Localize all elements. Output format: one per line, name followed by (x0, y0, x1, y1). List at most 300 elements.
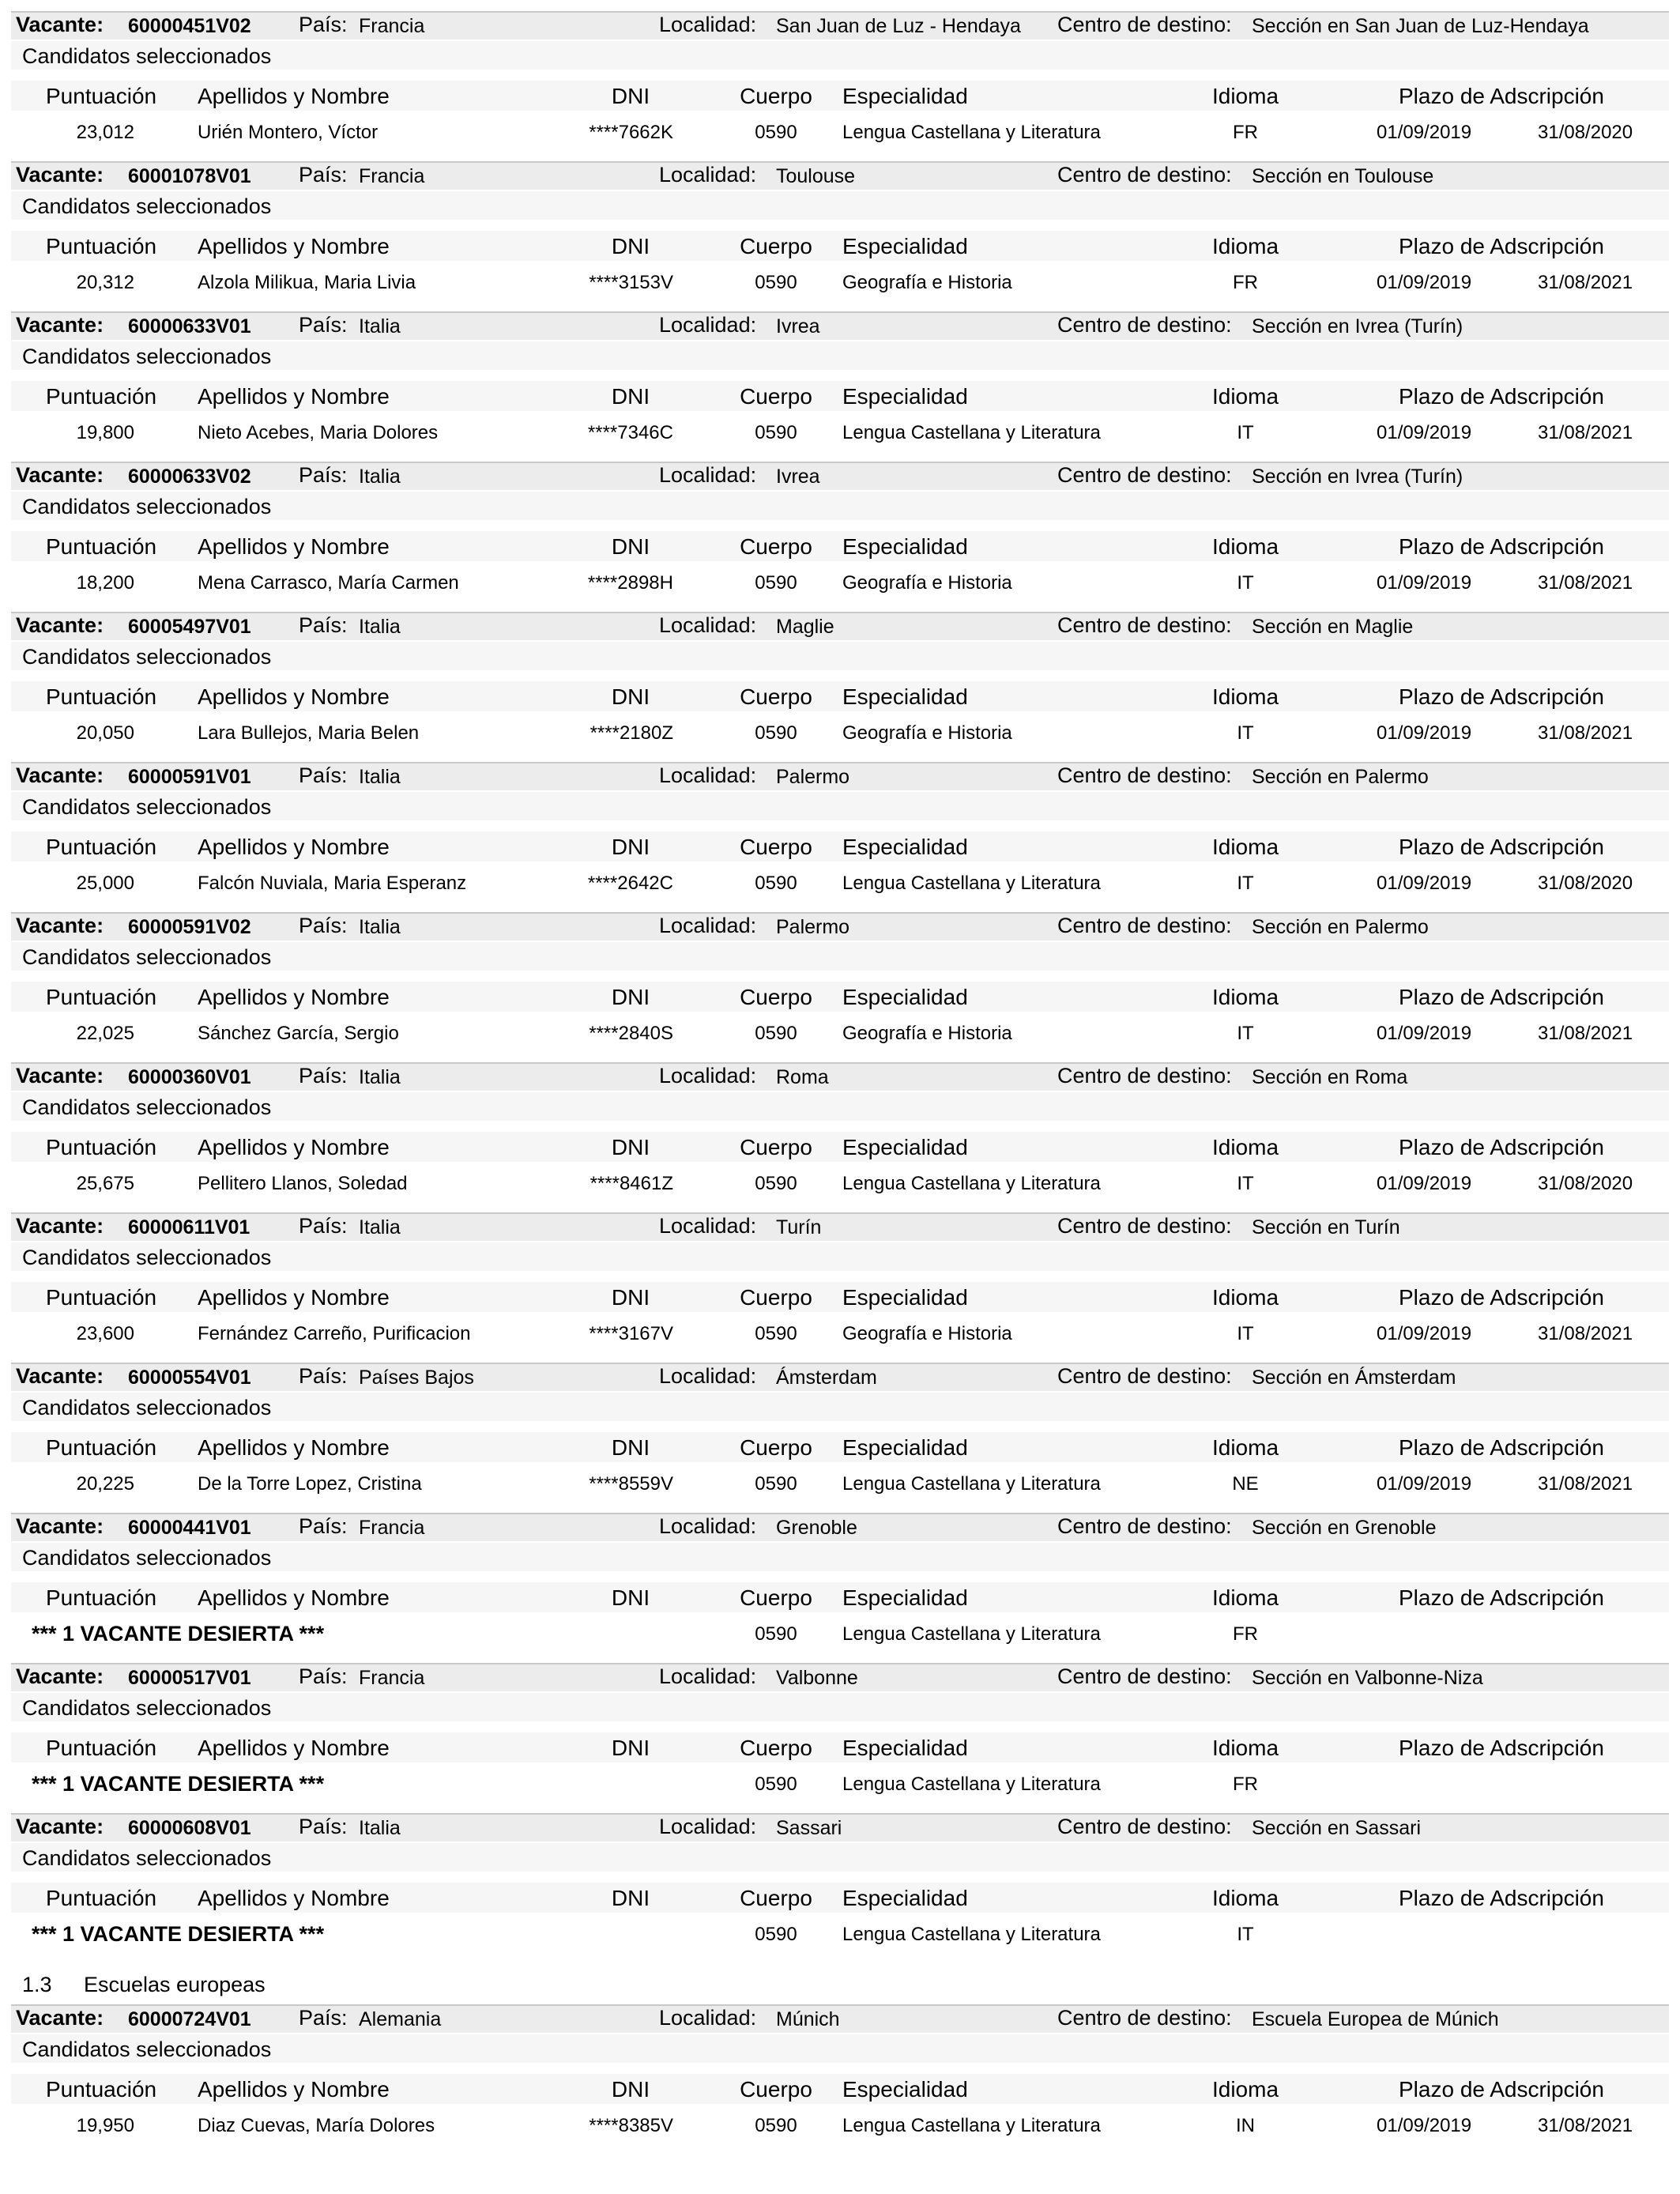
fecha-hasta: 31/08/2020 (1538, 122, 1633, 143)
pais-label: País: (299, 914, 348, 937)
col-dni: DNI (611, 1435, 650, 1460)
centro-value: Sección en Turín (1252, 1216, 1400, 1238)
vacancy-block (0, 762, 1680, 912)
vacante-label: Vacante: (16, 613, 104, 637)
localidad-value: Sassari (776, 1817, 842, 1839)
fecha-hasta: 31/08/2021 (1538, 572, 1633, 594)
idioma-value: IT (1237, 1323, 1254, 1344)
cuerpo-value: 0590 (755, 1173, 797, 1194)
col-apellidos: Apellidos y Nombre (198, 84, 390, 108)
col-dni: DNI (611, 234, 650, 258)
vacante-label: Vacante: (16, 1514, 104, 1538)
vacante-code: 60000554V01 (128, 1367, 251, 1389)
col-dni: DNI (611, 1585, 650, 1610)
especialidad-value: Lengua Castellana y Literatura (842, 122, 1101, 143)
dni-value: ****2840S (589, 1023, 673, 1044)
candidatos-label: Candidatos seleccionados (22, 645, 272, 669)
localidad-label: Localidad: (659, 1664, 757, 1688)
puntuacion-value: 18,200 (76, 572, 134, 594)
pais-label: País: (299, 313, 348, 337)
fecha-desde: 01/09/2019 (1377, 722, 1472, 744)
col-especialidad: Especialidad (842, 534, 968, 559)
localidad-label: Localidad: (659, 2006, 757, 2030)
localidad-value: Palermo (776, 766, 850, 788)
col-especialidad: Especialidad (842, 84, 968, 108)
vacante-code: 60000517V01 (128, 1667, 251, 1689)
col-puntuacion: Puntuación (46, 2077, 157, 2102)
pais-label: País: (299, 1514, 348, 1538)
cuerpo-value: 0590 (755, 1323, 797, 1344)
pais-value: Italia (359, 916, 401, 938)
idioma-value: FR (1233, 1774, 1258, 1795)
vacancy-block (0, 1663, 1680, 1813)
col-plazo: Plazo de Adscripción (1399, 1135, 1604, 1159)
col-plazo: Plazo de Adscripción (1399, 684, 1604, 709)
cuerpo-value: 0590 (755, 873, 797, 894)
fecha-hasta: 31/08/2021 (1538, 1473, 1633, 1495)
vacancy-header-band (11, 1064, 1669, 1091)
vacancy-block (0, 2004, 1680, 2154)
col-puntuacion: Puntuación (46, 1135, 157, 1159)
centro-value: Sección en Sassari (1252, 1817, 1422, 1839)
nombre-value: Mena Carrasco, María Carmen (198, 572, 459, 594)
col-especialidad: Especialidad (842, 1135, 968, 1159)
idioma-value: FR (1233, 122, 1258, 143)
puntuacion-value: 25,675 (76, 1173, 134, 1194)
vacante-label: Vacante: (16, 1364, 104, 1388)
pais-value: Italia (359, 1066, 401, 1088)
col-puntuacion: Puntuación (46, 1285, 157, 1310)
cuerpo-value: 0590 (755, 572, 797, 594)
centro-value: Sección en Ivrea (Turín) (1252, 315, 1463, 337)
candidatos-label: Candidatos seleccionados (22, 1846, 272, 1870)
centro-label: Centro de destino: (1057, 1815, 1232, 1838)
centro-label: Centro de destino: (1057, 313, 1232, 337)
centro-label: Centro de destino: (1057, 1064, 1232, 1088)
centro-value: Sección en Palermo (1252, 766, 1429, 788)
col-especialidad: Especialidad (842, 234, 968, 258)
nombre-value: Urién Montero, Víctor (198, 122, 379, 143)
centro-value: Sección en Ivrea (Turín) (1252, 466, 1463, 488)
vacante-code: 60000724V01 (128, 2008, 251, 2030)
col-plazo: Plazo de Adscripción (1399, 84, 1604, 108)
pais-label: País: (299, 1364, 348, 1388)
fecha-desde: 01/09/2019 (1377, 122, 1472, 143)
col-idioma: Idioma (1211, 384, 1279, 409)
col-especialidad: Especialidad (842, 1585, 968, 1610)
fecha-desde: 01/09/2019 (1377, 1023, 1472, 1044)
vacante-label: Vacante: (16, 463, 104, 487)
cuerpo-value: 0590 (755, 1473, 797, 1495)
idioma-value: FR (1233, 272, 1258, 293)
localidad-label: Localidad: (659, 1514, 757, 1538)
col-puntuacion: Puntuación (46, 1736, 157, 1760)
col-puntuacion: Puntuación (46, 1585, 157, 1610)
col-dni: DNI (611, 2077, 650, 2102)
pais-label: País: (299, 1214, 348, 1238)
pais-label: País: (299, 1664, 348, 1688)
nombre-value: Sánchez García, Sergio (198, 1023, 399, 1044)
col-dni: DNI (611, 84, 650, 108)
pais-label: País: (299, 463, 348, 487)
centro-value: Sección en Ámsterdam (1252, 1367, 1456, 1389)
col-dni: DNI (611, 1285, 650, 1310)
especialidad-value: Geografía e Historia (842, 722, 1012, 744)
pais-value: Francia (359, 165, 425, 187)
vacancy-block (0, 11, 1680, 161)
centro-label: Centro de destino: (1057, 914, 1232, 937)
localidad-value: Múnich (776, 2008, 840, 2030)
localidad-value: Grenoble (776, 1517, 857, 1539)
vacante-label: Vacante: (16, 1664, 104, 1688)
centro-value: Sección en San Juan de Luz-Hendaya (1252, 15, 1589, 37)
candidatos-label: Candidatos seleccionados (22, 194, 272, 218)
col-plazo: Plazo de Adscripción (1399, 1435, 1604, 1460)
vacancy-block (0, 1513, 1680, 1663)
centro-label: Centro de destino: (1057, 1514, 1232, 1538)
localidad-label: Localidad: (659, 463, 757, 487)
especialidad-value: Geografía e Historia (842, 1323, 1012, 1344)
col-dni: DNI (611, 684, 650, 709)
col-cuerpo: Cuerpo (740, 1585, 812, 1610)
localidad-label: Localidad: (659, 13, 757, 36)
fecha-hasta: 31/08/2020 (1538, 873, 1633, 894)
col-plazo: Plazo de Adscripción (1399, 384, 1604, 409)
cuerpo-value: 0590 (755, 1924, 797, 1945)
col-apellidos: Apellidos y Nombre (198, 1886, 390, 1910)
nombre-value: Diaz Cuevas, María Dolores (198, 2115, 435, 2136)
dni-value: ****8559V (589, 1473, 673, 1495)
localidad-value: Turín (776, 1216, 822, 1238)
col-idioma: Idioma (1211, 1886, 1279, 1910)
fecha-desde: 01/09/2019 (1377, 1323, 1472, 1344)
especialidad-value: Geografía e Historia (842, 572, 1012, 594)
dni-value: ****7662K (589, 122, 673, 143)
centro-label: Centro de destino: (1057, 1214, 1232, 1238)
puntuacion-value: 19,950 (76, 2115, 134, 2136)
section-heading (0, 1963, 1680, 2004)
localidad-value: Roma (776, 1066, 829, 1088)
vacante-label: Vacante: (16, 914, 104, 937)
col-dni: DNI (611, 1736, 650, 1760)
col-plazo: Plazo de Adscripción (1399, 1886, 1604, 1910)
vacante-code: 60000591V01 (128, 766, 251, 788)
vacante-label: Vacante: (16, 1815, 104, 1838)
puntuacion-value: 22,025 (76, 1023, 134, 1044)
dni-value: ****3167V (589, 1323, 673, 1344)
localidad-label: Localidad: (659, 1364, 757, 1388)
candidatos-label: Candidatos seleccionados (22, 1095, 272, 1119)
localidad-value: Maglie (776, 616, 834, 638)
pais-value: Francia (359, 15, 425, 37)
dni-value: ****2180Z (590, 722, 673, 744)
col-dni: DNI (611, 384, 650, 409)
puntuacion-value: 23,600 (76, 1323, 134, 1344)
col-especialidad: Especialidad (842, 684, 968, 709)
candidatos-label: Candidatos seleccionados (22, 1696, 272, 1720)
vacancy-block (0, 1363, 1680, 1513)
puntuacion-value: 20,225 (76, 1473, 134, 1495)
localidad-value: San Juan de Luz - Hendaya (776, 15, 1021, 37)
fecha-hasta: 31/08/2021 (1538, 722, 1633, 744)
fecha-hasta: 31/08/2021 (1538, 2115, 1633, 2136)
col-plazo: Plazo de Adscripción (1399, 234, 1604, 258)
pais-label: País: (299, 1064, 348, 1088)
vacante-code: 60001078V01 (128, 165, 251, 187)
vacancy-block (0, 311, 1680, 462)
centro-value: Sección en Grenoble (1252, 1517, 1437, 1539)
puntuacion-value: 25,000 (76, 873, 134, 894)
puntuacion-value: 19,800 (76, 422, 134, 443)
section-number: 1.3 (22, 1973, 52, 1996)
col-apellidos: Apellidos y Nombre (198, 384, 390, 409)
candidatos-label: Candidatos seleccionados (22, 44, 272, 68)
col-puntuacion: Puntuación (46, 684, 157, 709)
col-dni: DNI (611, 1886, 650, 1910)
col-especialidad: Especialidad (842, 1886, 968, 1910)
candidatos-label: Candidatos seleccionados (22, 1396, 272, 1419)
vacante-code: 60000633V02 (128, 466, 251, 488)
cuerpo-value: 0590 (755, 422, 797, 443)
candidatos-label: Candidatos seleccionados (22, 1246, 272, 1269)
col-cuerpo: Cuerpo (740, 1736, 812, 1760)
dni-value: ****8461Z (590, 1173, 673, 1194)
pais-value: Francia (359, 1517, 425, 1539)
nombre-value: Falcón Nuviala, Maria Esperanz (198, 873, 467, 894)
vacancy-block (0, 912, 1680, 1062)
vacancy-block (0, 161, 1680, 311)
col-idioma: Idioma (1211, 1736, 1279, 1760)
col-cuerpo: Cuerpo (740, 835, 812, 859)
col-puntuacion: Puntuación (46, 835, 157, 859)
especialidad-value: Lengua Castellana y Literatura (842, 1924, 1101, 1945)
pais-label: País: (299, 613, 348, 637)
puntuacion-value: 20,050 (76, 722, 134, 744)
centro-label: Centro de destino: (1057, 613, 1232, 637)
centro-label: Centro de destino: (1057, 1664, 1232, 1688)
centro-value: Sección en Palermo (1252, 916, 1429, 938)
vacante-label: Vacante: (16, 763, 104, 787)
col-idioma: Idioma (1211, 985, 1279, 1009)
dni-value: ****2898H (587, 572, 673, 594)
col-cuerpo: Cuerpo (740, 1886, 812, 1910)
pais-label: País: (299, 13, 348, 36)
pais-value: Francia (359, 1667, 425, 1689)
col-puntuacion: Puntuación (46, 1886, 157, 1910)
fecha-hasta: 31/08/2021 (1538, 272, 1633, 293)
fecha-hasta: 31/08/2021 (1538, 1323, 1633, 1344)
col-apellidos: Apellidos y Nombre (198, 684, 390, 709)
localidad-value: Ivrea (776, 466, 820, 488)
col-idioma: Idioma (1211, 84, 1279, 108)
col-cuerpo: Cuerpo (740, 1285, 812, 1310)
col-cuerpo: Cuerpo (740, 2077, 812, 2102)
col-puntuacion: Puntuación (46, 534, 157, 559)
col-apellidos: Apellidos y Nombre (198, 1435, 390, 1460)
vacante-code: 60000591V02 (128, 916, 251, 938)
col-especialidad: Especialidad (842, 384, 968, 409)
cuerpo-value: 0590 (755, 2115, 797, 2136)
col-cuerpo: Cuerpo (740, 1135, 812, 1159)
pais-value: Italia (359, 1216, 401, 1238)
col-apellidos: Apellidos y Nombre (198, 1736, 390, 1760)
desierta-text: *** 1 VACANTE DESIERTA *** (32, 1772, 325, 1796)
idioma-value: IT (1237, 1173, 1254, 1194)
dni-value: ****2642C (587, 873, 673, 894)
vacante-code: 60000360V01 (128, 1066, 251, 1088)
localidad-label: Localidad: (659, 1815, 757, 1838)
col-especialidad: Especialidad (842, 835, 968, 859)
centro-value: Escuela Europea de Múnich (1252, 2008, 1499, 2030)
especialidad-value: Lengua Castellana y Literatura (842, 2115, 1101, 2136)
especialidad-value: Lengua Castellana y Literatura (842, 1473, 1101, 1495)
centro-value: Sección en Toulouse (1252, 165, 1434, 187)
col-cuerpo: Cuerpo (740, 985, 812, 1009)
col-dni: DNI (611, 534, 650, 559)
candidatos-label: Candidatos seleccionados (22, 345, 272, 368)
centro-label: Centro de destino: (1057, 163, 1232, 187)
candidatos-label: Candidatos seleccionados (22, 795, 272, 819)
candidatos-label: Candidatos seleccionados (22, 945, 272, 969)
col-plazo: Plazo de Adscripción (1399, 534, 1604, 559)
col-apellidos: Apellidos y Nombre (198, 985, 390, 1009)
col-cuerpo: Cuerpo (740, 384, 812, 409)
idioma-value: IN (1236, 2115, 1255, 2136)
localidad-value: Toulouse (776, 165, 856, 187)
puntuacion-value: 20,312 (76, 272, 134, 293)
pais-value: Italia (359, 466, 401, 488)
idioma-value: IT (1237, 572, 1254, 594)
especialidad-value: Geografía e Historia (842, 272, 1012, 293)
col-especialidad: Especialidad (842, 1736, 968, 1760)
vacancy-header-band (11, 1214, 1669, 1241)
col-plazo: Plazo de Adscripción (1399, 835, 1604, 859)
especialidad-value: Geografía e Historia (842, 1023, 1012, 1044)
col-especialidad: Especialidad (842, 2077, 968, 2102)
col-apellidos: Apellidos y Nombre (198, 835, 390, 859)
col-idioma: Idioma (1211, 1285, 1279, 1310)
vacante-label: Vacante: (16, 1214, 104, 1238)
localidad-label: Localidad: (659, 914, 757, 937)
nombre-value: De la Torre Lopez, Cristina (198, 1473, 422, 1495)
pais-label: País: (299, 2006, 348, 2030)
vacante-code: 60000441V01 (128, 1517, 251, 1539)
vacante-label: Vacante: (16, 163, 104, 187)
vacancy-block (0, 1813, 1680, 1963)
col-cuerpo: Cuerpo (740, 234, 812, 258)
pais-value: Italia (359, 766, 401, 788)
pais-value: Alemania (359, 2008, 442, 2030)
especialidad-value: Lengua Castellana y Literatura (842, 1173, 1101, 1194)
col-idioma: Idioma (1211, 1585, 1279, 1610)
localidad-label: Localidad: (659, 1214, 757, 1238)
idioma-value: IT (1237, 1924, 1254, 1945)
dni-value: ****3153V (589, 272, 673, 293)
col-apellidos: Apellidos y Nombre (198, 1585, 390, 1610)
idioma-value: IT (1237, 1023, 1254, 1044)
col-puntuacion: Puntuación (46, 84, 157, 108)
col-dni: DNI (611, 835, 650, 859)
centro-value: Sección en Maglie (1252, 616, 1414, 638)
pais-label: País: (299, 1815, 348, 1838)
centro-value: Sección en Valbonne-Niza (1252, 1667, 1483, 1689)
fecha-hasta: 31/08/2020 (1538, 1173, 1633, 1194)
dni-value: ****8385V (589, 2115, 673, 2136)
col-puntuacion: Puntuación (46, 384, 157, 409)
col-apellidos: Apellidos y Nombre (198, 534, 390, 559)
col-dni: DNI (611, 985, 650, 1009)
desierta-text: *** 1 VACANTE DESIERTA *** (32, 1922, 325, 1946)
fecha-desde: 01/09/2019 (1377, 2115, 1472, 2136)
idioma-value: IT (1237, 873, 1254, 894)
idioma-value: NE (1232, 1473, 1259, 1495)
col-puntuacion: Puntuación (46, 1435, 157, 1460)
col-puntuacion: Puntuación (46, 234, 157, 258)
col-plazo: Plazo de Adscripción (1399, 1285, 1604, 1310)
col-idioma: Idioma (1211, 1135, 1279, 1159)
idioma-value: IT (1237, 722, 1254, 744)
pais-label: País: (299, 763, 348, 787)
vacancy-header-band (11, 613, 1669, 640)
localidad-label: Localidad: (659, 313, 757, 337)
centro-label: Centro de destino: (1057, 463, 1232, 487)
vacante-code: 60000608V01 (128, 1817, 251, 1839)
col-especialidad: Especialidad (842, 985, 968, 1009)
localidad-value: Ivrea (776, 315, 820, 337)
idioma-value: IT (1237, 422, 1254, 443)
especialidad-value: Lengua Castellana y Literatura (842, 873, 1101, 894)
localidad-value: Palermo (776, 916, 850, 938)
localidad-label: Localidad: (659, 163, 757, 187)
col-dni: DNI (611, 1135, 650, 1159)
cuerpo-value: 0590 (755, 1023, 797, 1044)
col-puntuacion: Puntuación (46, 985, 157, 1009)
col-idioma: Idioma (1211, 835, 1279, 859)
cuerpo-value: 0590 (755, 272, 797, 293)
col-apellidos: Apellidos y Nombre (198, 1135, 390, 1159)
candidatos-label: Candidatos seleccionados (22, 2038, 272, 2061)
col-plazo: Plazo de Adscripción (1399, 2077, 1604, 2102)
fecha-hasta: 31/08/2021 (1538, 422, 1633, 443)
centro-label: Centro de destino: (1057, 2006, 1232, 2030)
col-cuerpo: Cuerpo (740, 1435, 812, 1460)
pais-value: Países Bajos (359, 1367, 474, 1389)
puntuacion-value: 23,012 (76, 122, 134, 143)
vacante-code: 60000451V02 (128, 15, 251, 37)
fecha-desde: 01/09/2019 (1377, 873, 1472, 894)
nombre-value: Nieto Acebes, Maria Dolores (198, 422, 439, 443)
especialidad-value: Lengua Castellana y Literatura (842, 1623, 1101, 1645)
col-plazo: Plazo de Adscripción (1399, 1736, 1604, 1760)
nombre-value: Lara Bullejos, Maria Belen (198, 722, 420, 744)
col-cuerpo: Cuerpo (740, 534, 812, 559)
centro-label: Centro de destino: (1057, 13, 1232, 36)
vacante-code: 60000611V01 (128, 1216, 250, 1238)
pais-value: Italia (359, 1817, 401, 1839)
vacante-label: Vacante: (16, 313, 104, 337)
col-apellidos: Apellidos y Nombre (198, 234, 390, 258)
vacancy-block (0, 612, 1680, 762)
especialidad-value: Lengua Castellana y Literatura (842, 422, 1101, 443)
col-idioma: Idioma (1211, 1435, 1279, 1460)
candidatos-label: Candidatos seleccionados (22, 1546, 272, 1570)
col-especialidad: Especialidad (842, 1435, 968, 1460)
col-apellidos: Apellidos y Nombre (198, 2077, 390, 2102)
fecha-desde: 01/09/2019 (1377, 1173, 1472, 1194)
nombre-value: Fernández Carreño, Purificacion (198, 1323, 471, 1344)
col-idioma: Idioma (1211, 2077, 1279, 2102)
nombre-value: Pellitero Llanos, Soledad (198, 1173, 408, 1194)
